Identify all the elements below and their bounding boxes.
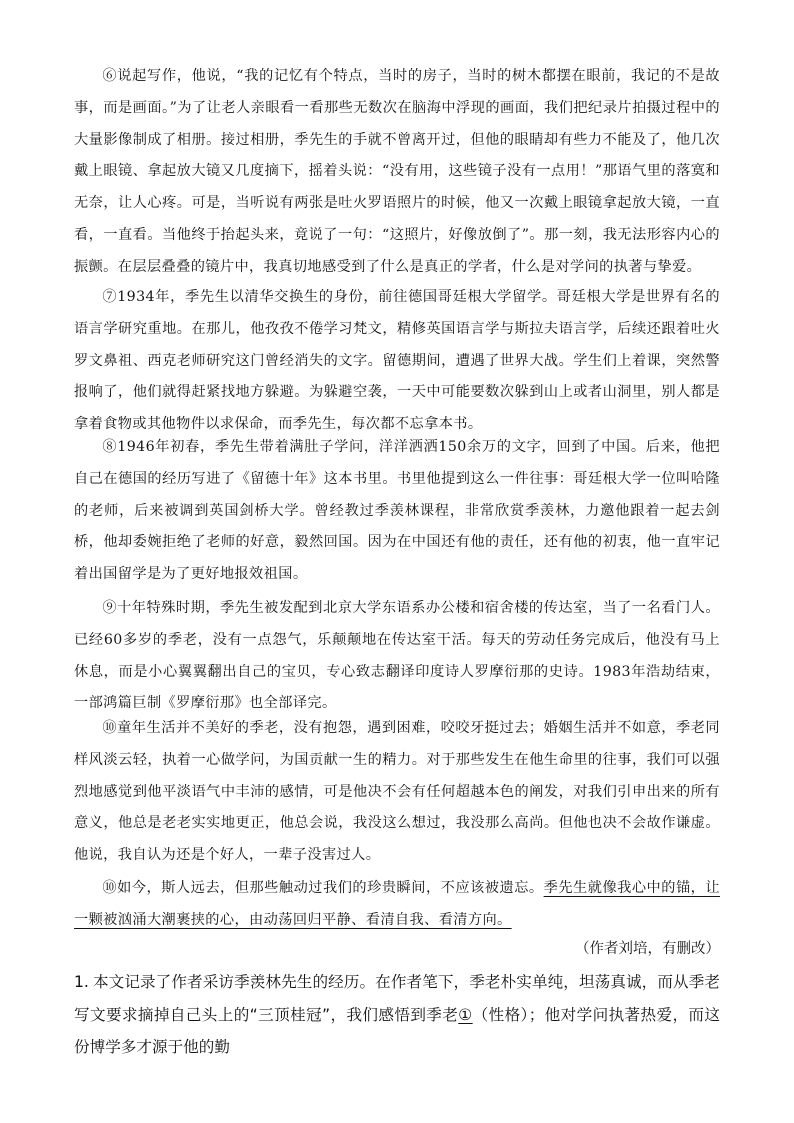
paragraph-10a: ⑩童年生活并不美好的季老，没有抱怨，遇到困难，咬咬牙挺过去；婚姻生活并不如意，季老同样风淡云轻，执着一心做学问，为国贡献一生的精力。对于那些发生在他生命里的往事，我们可以强烈地感觉到他平淡语气中丰沛的感情，可是他决不会有任何超越本色的阐发，对我们引申出来的所有意义，他总是老老实实地更正，他总会说，我没这么想过，我没那么高尚。但他也决不会故作谦虚。他说，我自认为还是个好人，一辈子没害过人。	[74, 720, 720, 864]
question-text-after: （性格）；他对学问执著热爱，而这份博学多才源于他的勤	[74, 1005, 720, 1056]
answer-blank: ①	[458, 1005, 473, 1024]
paragraph-8: ⑧1946年初春，季先生带着满肚子学问，洋洋洒洒150余万的文字，回到了中国。后来，他把自己在德国的经历写进了《留德十年》这本书里。书里他提到这么一件往事：哥廷根大学一位叫哈隆的老师，后来被调到英国剑桥大学。曾经教过季羡林课程，非常欣赏季羡林，力邀他跟着一起去剑桥，他却委婉拒绝了老师的好意，毅然回国。因为在中国还有他的责任，还有他的初衷，他一直牢记着出国留学是为了更好地报效祖国。	[74, 439, 720, 583]
paragraph-10b-text: ⑩如今，斯人远去，但那些触动过我们的珍贵瞬间，不应该被遗忘。	[102, 880, 544, 896]
paragraph-9: ⑨十年特殊时期，季先生被发配到北京大学东语系办公楼和宿舍楼的传达室，当了一名看门人。已经60多岁的季老，没有一点怨气，乐颠颠地在传达室干活。每天的劳动任务完成后，他没有马上休息，而是小心翼翼翻出自己的宝贝，专心致志翻译印度诗人罗摩衍那的史诗。1983年浩劫结束，一部鸿篇巨制《罗摩衍那》也全部译完。	[74, 600, 720, 712]
question-text-before: 本文记录了作者采访季羡林先生的经历。在作者笔下，季老朴实单纯，坦荡真诚，而从季老写文要求摘掉自己头上的“三顶桂冠”，我们感悟到季老	[74, 973, 720, 1024]
question-1	[74, 966, 720, 1064]
underlined-sentence: 季先生就像我心中的锚，让一颗被汹涌大潮裹挟的心，由动荡回归平静、看清自我、看清方向。	[74, 880, 720, 928]
paragraph-7: ⑦1934年，季先生以清华交换生的身份，前往德国哥廷根大学留学。哥廷根大学是世界有名的语言学研究重地。在那儿，他孜孜不倦学习梵文，精修英国语言学与斯拉夫语言学，后续还跟着吐火罗文鼻祖、西克老师研究这门曾经消失的文字。留德期间，遭遇了世界大战。学生们上着课，突然警报响了，他们就得赶紧找地方躲避。为躲避空袭，一天中可能要数次躲到山上或者山洞里，别人都是拿着食物或其他物件以求保命，而季先生，每次都不忘拿本书。	[74, 289, 720, 433]
paragraph-6: ⑥说起写作，他说，“我的记忆有个特点，当时的房子，当时的树木都摆在眼前，我记的不是故事，而是画面。”为了让老人亲眼看一看那些无数次在脑海中浮现的画面，我们把纪录片拍摄过程中的大量影像制成了相册。接过相册，季先生的手就不曾离开过，但他的眼睛却有些力不能及了，他几次戴上眼镜、拿起放大镜又几度摘下，摇着头说：“没有用，这些镜子没有一点用！”那语气里的落寞和无奈，让人心疼。可是，当听说有两张是吐火罗语照片的时候，他又一次戴上眼镜拿起放大镜，一直看，一直看。当他终于抬起头来，竟说了一句：“这照片，好像放倒了”。那一刻，我无法形容内心的振颤。在层层叠叠的镜片中，我真切地感受到了什么是真正的学者，什么是对学问的执著与挚爱。	[74, 68, 720, 275]
question-number: 1.	[74, 973, 89, 991]
author-attribution: （作者刘培，有删改）	[575, 941, 720, 957]
paragraph-10b	[74, 873, 720, 937]
